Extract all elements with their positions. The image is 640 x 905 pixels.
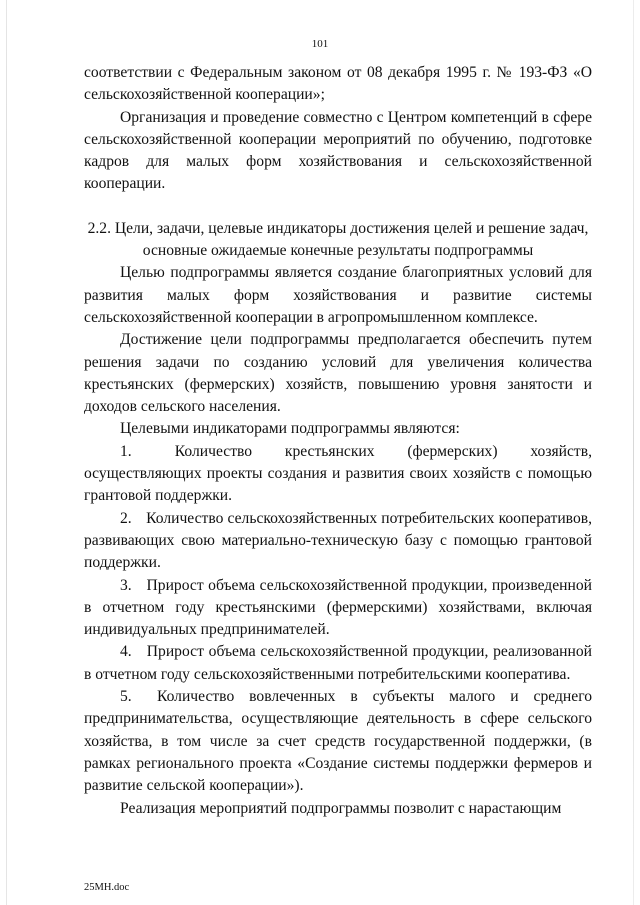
indicator-item-3 <box>84 575 592 642</box>
paragraph-closing: Реализация мероприятий подпрограммы позволит с нарастающим <box>120 799 562 817</box>
section-spacer <box>84 196 592 218</box>
section-heading: 2.2. Цели, задачи, целевые индикаторы достижения целей и решение задач, основные ожидаемые конечные результаты подпрограммы <box>87 219 589 260</box>
paragraph-competence-center: Организация и проведение совместно с Центром компетенций в сфере сельскохозяйственной кооперации мероприятий по обучению, подготовке кадров для малых форм хозяйствования и сельскохозяйственной кооперации. <box>84 108 592 193</box>
indicator-text: Прирост объема сельскохозяйственной продукции, реализованной в отчетном году сельскохозяйственными потребительскими кооператива. <box>84 643 592 683</box>
indicator-text: Количество крестьянских (фермерских) хозяйств, осуществляющих проекты создания и развития своих хозяйств с помощью грантовой поддержки. <box>84 442 592 505</box>
indicator-item-2 <box>84 508 592 575</box>
indicator-text: Количество вовлеченных в субъекты малого и среднего предпринимательства, осуществляющие деятельность в сфере сельского хозяйства, в том числе за счет средств государственной поддержки, (в рамках регионального проекта «Создание системы поддержки фермеров и развитие сельской кооперации»). <box>84 688 592 795</box>
scan-edge-left <box>6 0 7 905</box>
indicator-item-5 <box>84 686 592 797</box>
indicator-number: 1. <box>120 442 132 460</box>
indicator-item-4 <box>84 641 592 686</box>
scan-edge-right <box>633 0 634 905</box>
paragraph-law-reference: соответствии с Федеральным законом от 08 декабря 1995 г. № 193-ФЗ «О сельскохозяйственной кооперации»; <box>84 64 592 104</box>
indicator-item-1 <box>84 441 592 508</box>
document-body <box>84 62 592 820</box>
indicator-text: Прирост объема сельскохозяйственной продукции, произведенной в отчетном году крестьянскими (фермерскими) хозяйствами, включая индивидуальных предпринимателей. <box>84 576 592 639</box>
page-number: 101 <box>311 38 329 50</box>
file-name-footer: 25МН.doc <box>84 882 130 893</box>
indicator-number: 2. <box>120 509 132 527</box>
paragraph-goal: Целью подпрограммы является создание благоприятных условий для развития малых форм хозяйствования и развитие системы сельскохозяйственной кооперации в агропромышленном комплексе. <box>84 264 592 326</box>
indicators-intro: Целевыми индикаторами подпрограммы являются: <box>120 420 460 438</box>
paragraph-achievement: Достижение цели подпрограммы предполагается обеспечить путем решения задачи по созданию условий для увеличения количества крестьянских (фермерских) хозяйств, повышению уровня занятости и доходов сельского населения. <box>84 331 592 416</box>
indicator-text: Количество сельскохозяйственных потребительских кооперативов, развивающих свою материально-техническую базу с помощью грантовой поддержки. <box>84 509 592 572</box>
indicator-number: 4. <box>120 643 132 661</box>
indicator-number: 5. <box>120 688 132 706</box>
indicator-number: 3. <box>120 576 132 594</box>
